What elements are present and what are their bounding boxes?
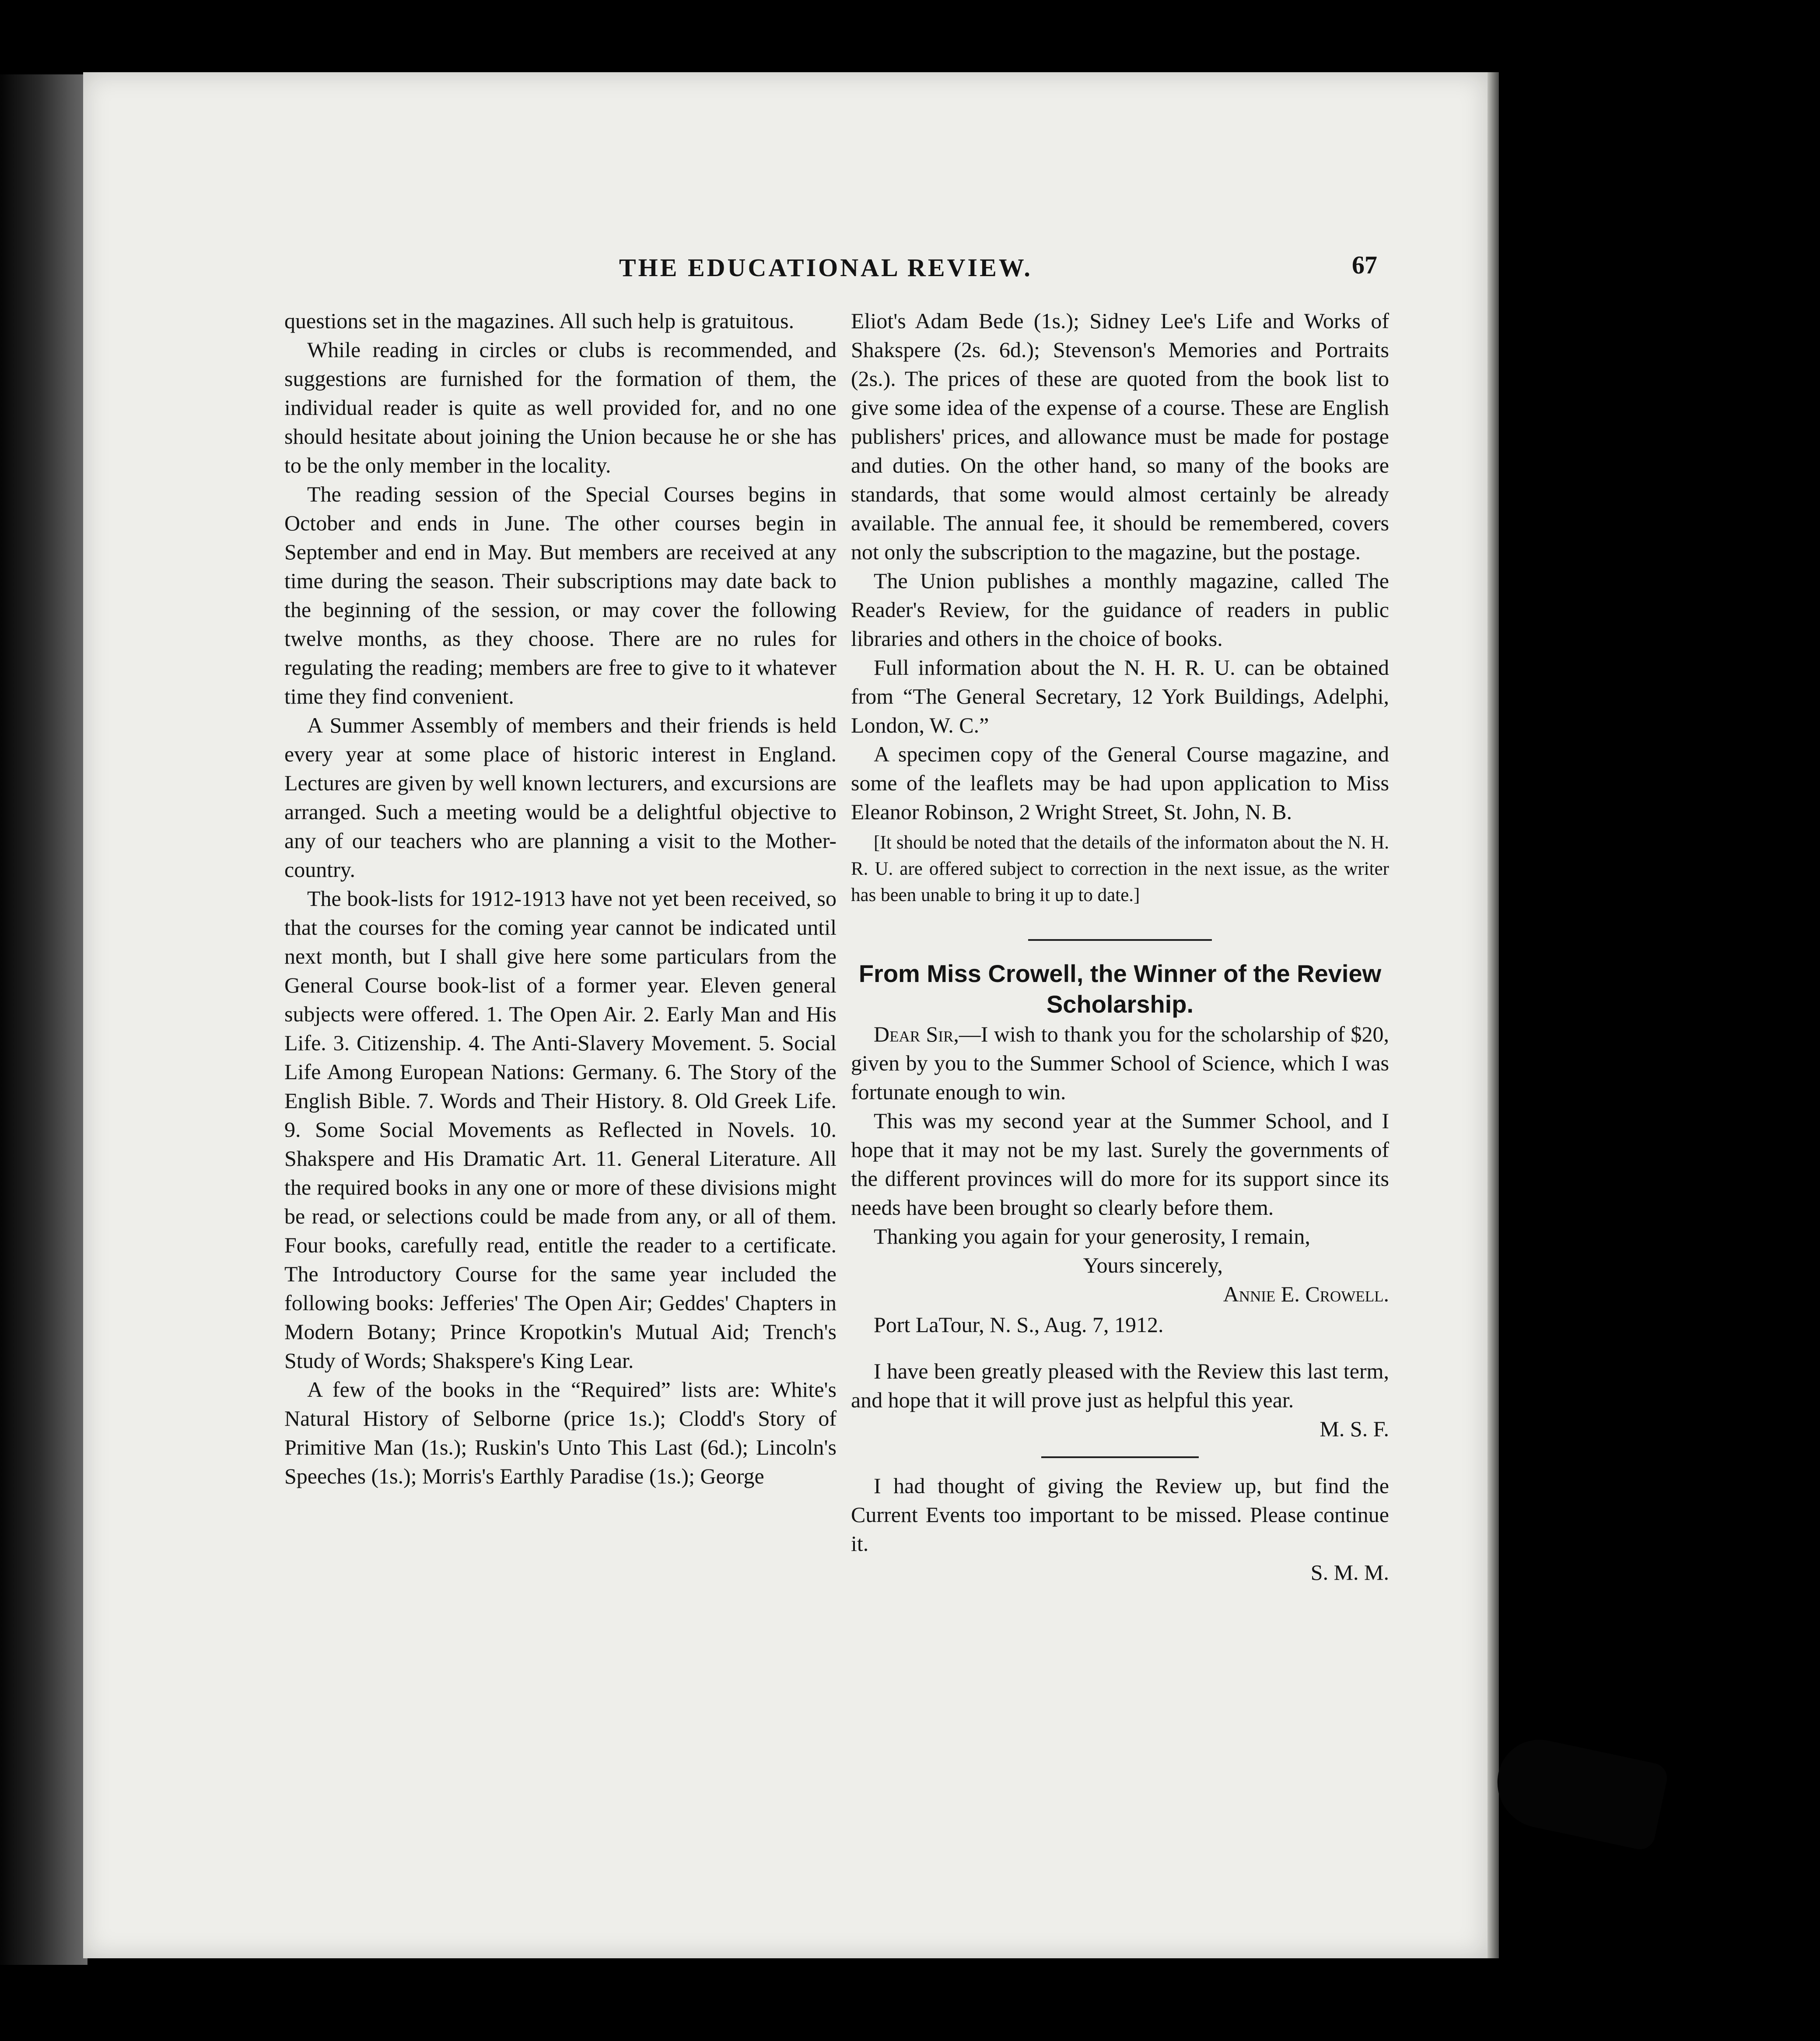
section-rule — [1028, 939, 1212, 941]
letter-heading: From Miss Crowell, the Winner of the Review Scholarship. — [858, 960, 1382, 1018]
comment-initials: S. M. M. — [1310, 1560, 1389, 1585]
facing-page-shadow — [0, 74, 88, 1965]
letter-closing: Yours sincerely, — [1083, 1253, 1223, 1277]
letter-signature: Annie E. Crowell. — [1223, 1282, 1389, 1306]
right-column — [851, 306, 1389, 1587]
letter-paragraph-2: This was my second year at the Summer School, and I hope that it may not be my last. Surely the governments of the different provinces will do more for its support since its needs have been brought so clearly before them. — [851, 1108, 1389, 1220]
left-paragraph: A Summer Assembly of members and their friends is held every year at some place of historic interest in England. Lectures are given by well known lecturers, and excursions are arranged. Such a meeting would be a delightful objective to any of our teachers who are planning a visit to the Mother-country. — [284, 713, 836, 882]
left-paragraph: While reading in circles or clubs is recommended, and suggestions are furnished for the formation of them, the individual reader is quite as well provided for, and no one should hesitate about joining the Union because he or she has to be the only member in the locality. — [284, 337, 836, 477]
left-paragraph: A few of the books in the “Required” lists are: White's Natural History of Selborne (price 1s.); Clodd's Story of Primitive Man (1s.); Ruskin's Unto This Last (6d.); Lincoln's Speeches (1s.); Morris's Earthly Paradise (1s.); George — [284, 1377, 836, 1488]
editor-note: [It should be noted that the details of the informaton about the N. H. R. U. are offered subject to correction in the next issue, as the writer has been unable to bring it up to date.] — [851, 832, 1389, 905]
right-paragraph: A specimen copy of the General Course magazine, and some of the leaflets may be had upon application to Miss Eleanor Robinson, 2 Wright Street, St. John, N. B. — [851, 742, 1389, 824]
letter-paragraph-1: —I wish to thank you for the scholarship of $20, given by you to the Summer School of Science, which I was fortunate enough to win. — [851, 1022, 1389, 1104]
reader-comment: I had thought of giving the Review up, but find the Current Events too important to be missed. Please continue it. — [851, 1473, 1389, 1556]
right-paragraph: Full information about the N. H. R. U. can be obtained from “The General Secretary, 12 York Buildings, Adelphi, London, W. C.” — [851, 655, 1389, 737]
spacer — [851, 1339, 1389, 1357]
page-number: 67 — [1352, 251, 1377, 279]
thumb-shadow — [1489, 1732, 1670, 1852]
reader-comment: I have been greatly pleased with the Review this last term, and hope that it will prove just as helpful this year. — [851, 1359, 1389, 1412]
left-column — [284, 306, 836, 1490]
left-paragraph: questions set in the magazines. All such help is gratuitous. — [284, 309, 794, 333]
right-paragraph: Eliot's Adam Bede (1s.); Sidney Lee's Life and Works of Shakspere (2s. 6d.); Stevenson's Memories and Portraits (2s.). The prices of these are quoted from the book list to give some idea of the expense of a course. These are English publishers' prices, and allowance must be made for postage and duties. On the other hand, so many of the books are standards, that some would almost certainly be already available. The annual fee, it should be remembered, covers not only the subscription to the magazine, but the postage. — [851, 309, 1389, 564]
running-head: THE EDUCATIONAL REVIEW. — [619, 253, 1032, 282]
left-paragraph: The book-lists for 1912-1913 have not yet been received, so that the courses for the coming year cannot be indicated until next month, but I shall give here some particulars from the General Course book-list of a former year. Eleven general subjects were offered. 1. The Open Air. 2. Early Man and His Life. 3. Citizenship. 4. The Anti-Slavery Movement. 5. Social Life Among European Nations: Germany. 6. The Story of the English Bible. 7. Words and Their History. 8. Old Greek Life. 9. Some Social Movements as Reflected in Novels. 10. Shakspere and His Dramatic Art. 11. General Literature. All the required books in any one or more of these divisions might be read, or selections could be made from any, or all of them. Four books, carefully read, entitle the reader to a certificate. The Introductory Course for the same year included the following books: Jefferies' The Open Air; Geddes' Chapters in Modern Botany; Prince Kropotkin's Mutual Aid; Trench's Study of Words; Shakspere's King Lear. — [284, 886, 836, 1373]
right-paragraph: The Union publishes a monthly magazine, called The Reader's Review, for the guidance of readers in public libraries and others in the choice of books. — [851, 568, 1389, 651]
letter-dateline: Port LaTour, N. S., Aug. 7, 1912. — [874, 1312, 1164, 1337]
comment-initials: M. S. F. — [1320, 1417, 1389, 1441]
letter-paragraph — [851, 1020, 1389, 1106]
section-rule — [1041, 1456, 1199, 1458]
letter-paragraph-3: Thanking you again for your generosity, I remain, — [874, 1224, 1310, 1248]
left-paragraph: The reading session of the Special Courses begins in October and ends in June. The other courses begin in September and end in May. But members are received at any time during the season. Their subscriptions may date back to the beginning of the session, or may cover the following twelve months, as they choose. There are no rules for regulating the reading; members are free to give to it whatever time they find convenient. — [284, 482, 836, 708]
salutation: Dear Sir, — [874, 1022, 959, 1046]
page-edge — [1488, 72, 1499, 1958]
